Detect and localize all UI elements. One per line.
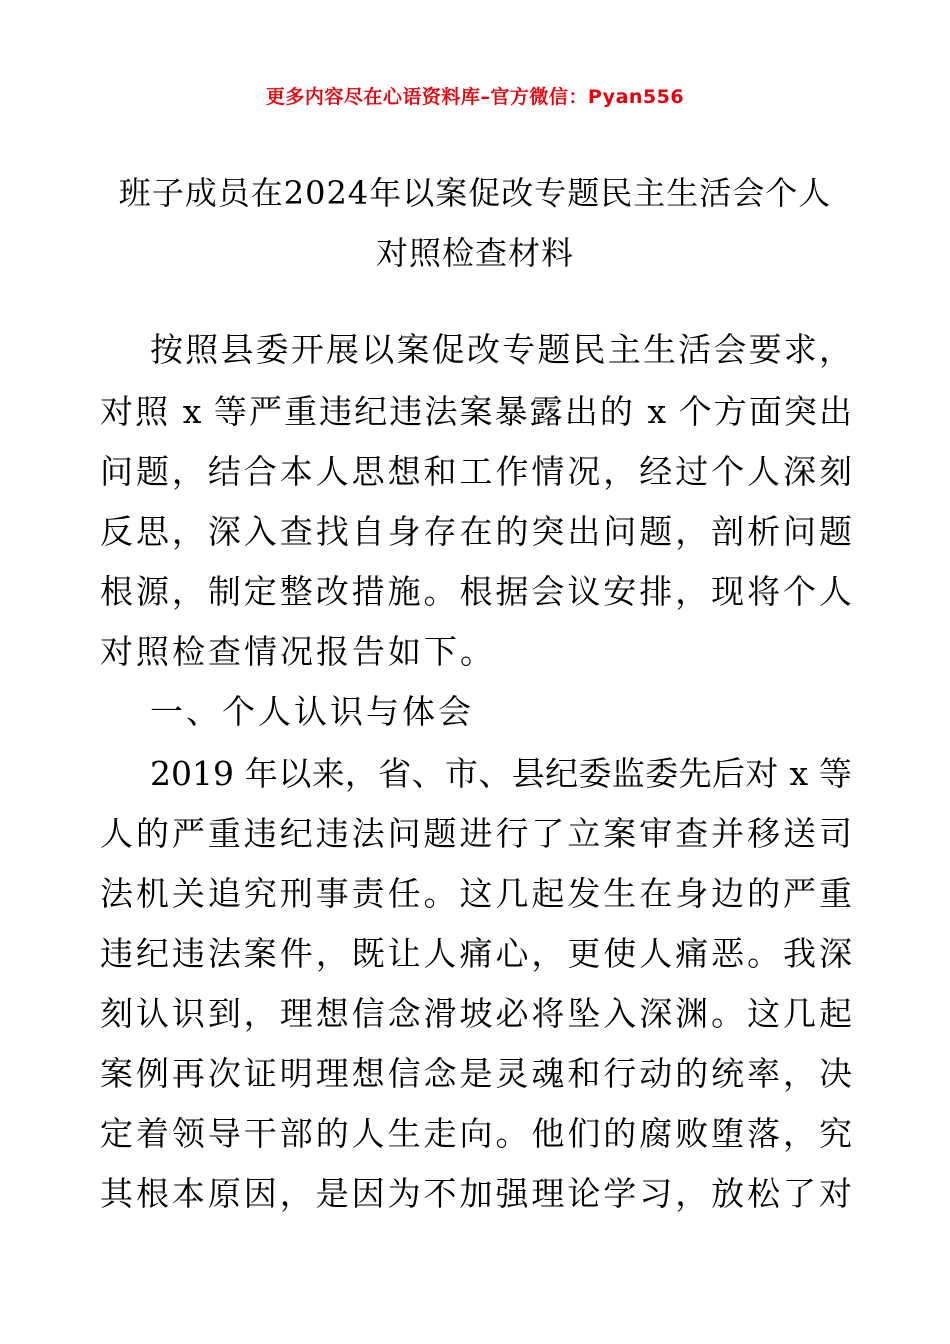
body-text-line: 法机关追究刑事责任。这几起发生在身边的严重 <box>100 874 852 913</box>
body-text-line: 案例再次证明理想信念是灵魂和行动的统率，决 <box>100 1054 852 1093</box>
body-text-line: 对照检查情况报告如下。 <box>100 632 496 671</box>
body-text-line: 其根本原因，是因为不加强理论学习，放松了对 <box>100 1174 852 1213</box>
document-title-line-2: 对照检查材料 <box>375 234 574 272</box>
body-text-line: 对照 x 等严重违纪违法案暴露出的 x 个方面突出 <box>100 392 852 431</box>
body-text-line: 按照县委开展以案促改专题民主生活会要求， <box>150 330 852 369</box>
body-text-line: 2019 年以来，省、市、县纪委监委先后对 x 等 <box>150 754 852 793</box>
body-text-line: 人的严重违纪违法问题进行了立案审查并移送司 <box>100 814 852 853</box>
header-promo-text: 更多内容尽在心语资料库–官方微信：Pyan556 <box>265 86 685 108</box>
document-title-line-1: 班子成员在2024年以案促改专题民主生活会个人 <box>118 174 832 212</box>
body-text-line: 刻认识到，理想信念滑坡必将坠入深渊。这几起 <box>100 994 852 1033</box>
body-text-line: 违纪违法案件，既让人痛心，更使人痛恶。我深 <box>100 934 852 973</box>
body-text-line: 根源，制定整改措施。根据会议安排，现将个人 <box>100 572 852 611</box>
body-text-line: 反思，深入查找自身存在的突出问题，剖析问题 <box>100 512 852 551</box>
body-text-line: 问题，结合本人思想和工作情况，经过个人深刻 <box>100 452 852 491</box>
section-heading: 一、个人认识与体会 <box>150 692 474 731</box>
body-text-line: 定着领导干部的人生走向。他们的腐败堕落，究 <box>100 1114 852 1153</box>
